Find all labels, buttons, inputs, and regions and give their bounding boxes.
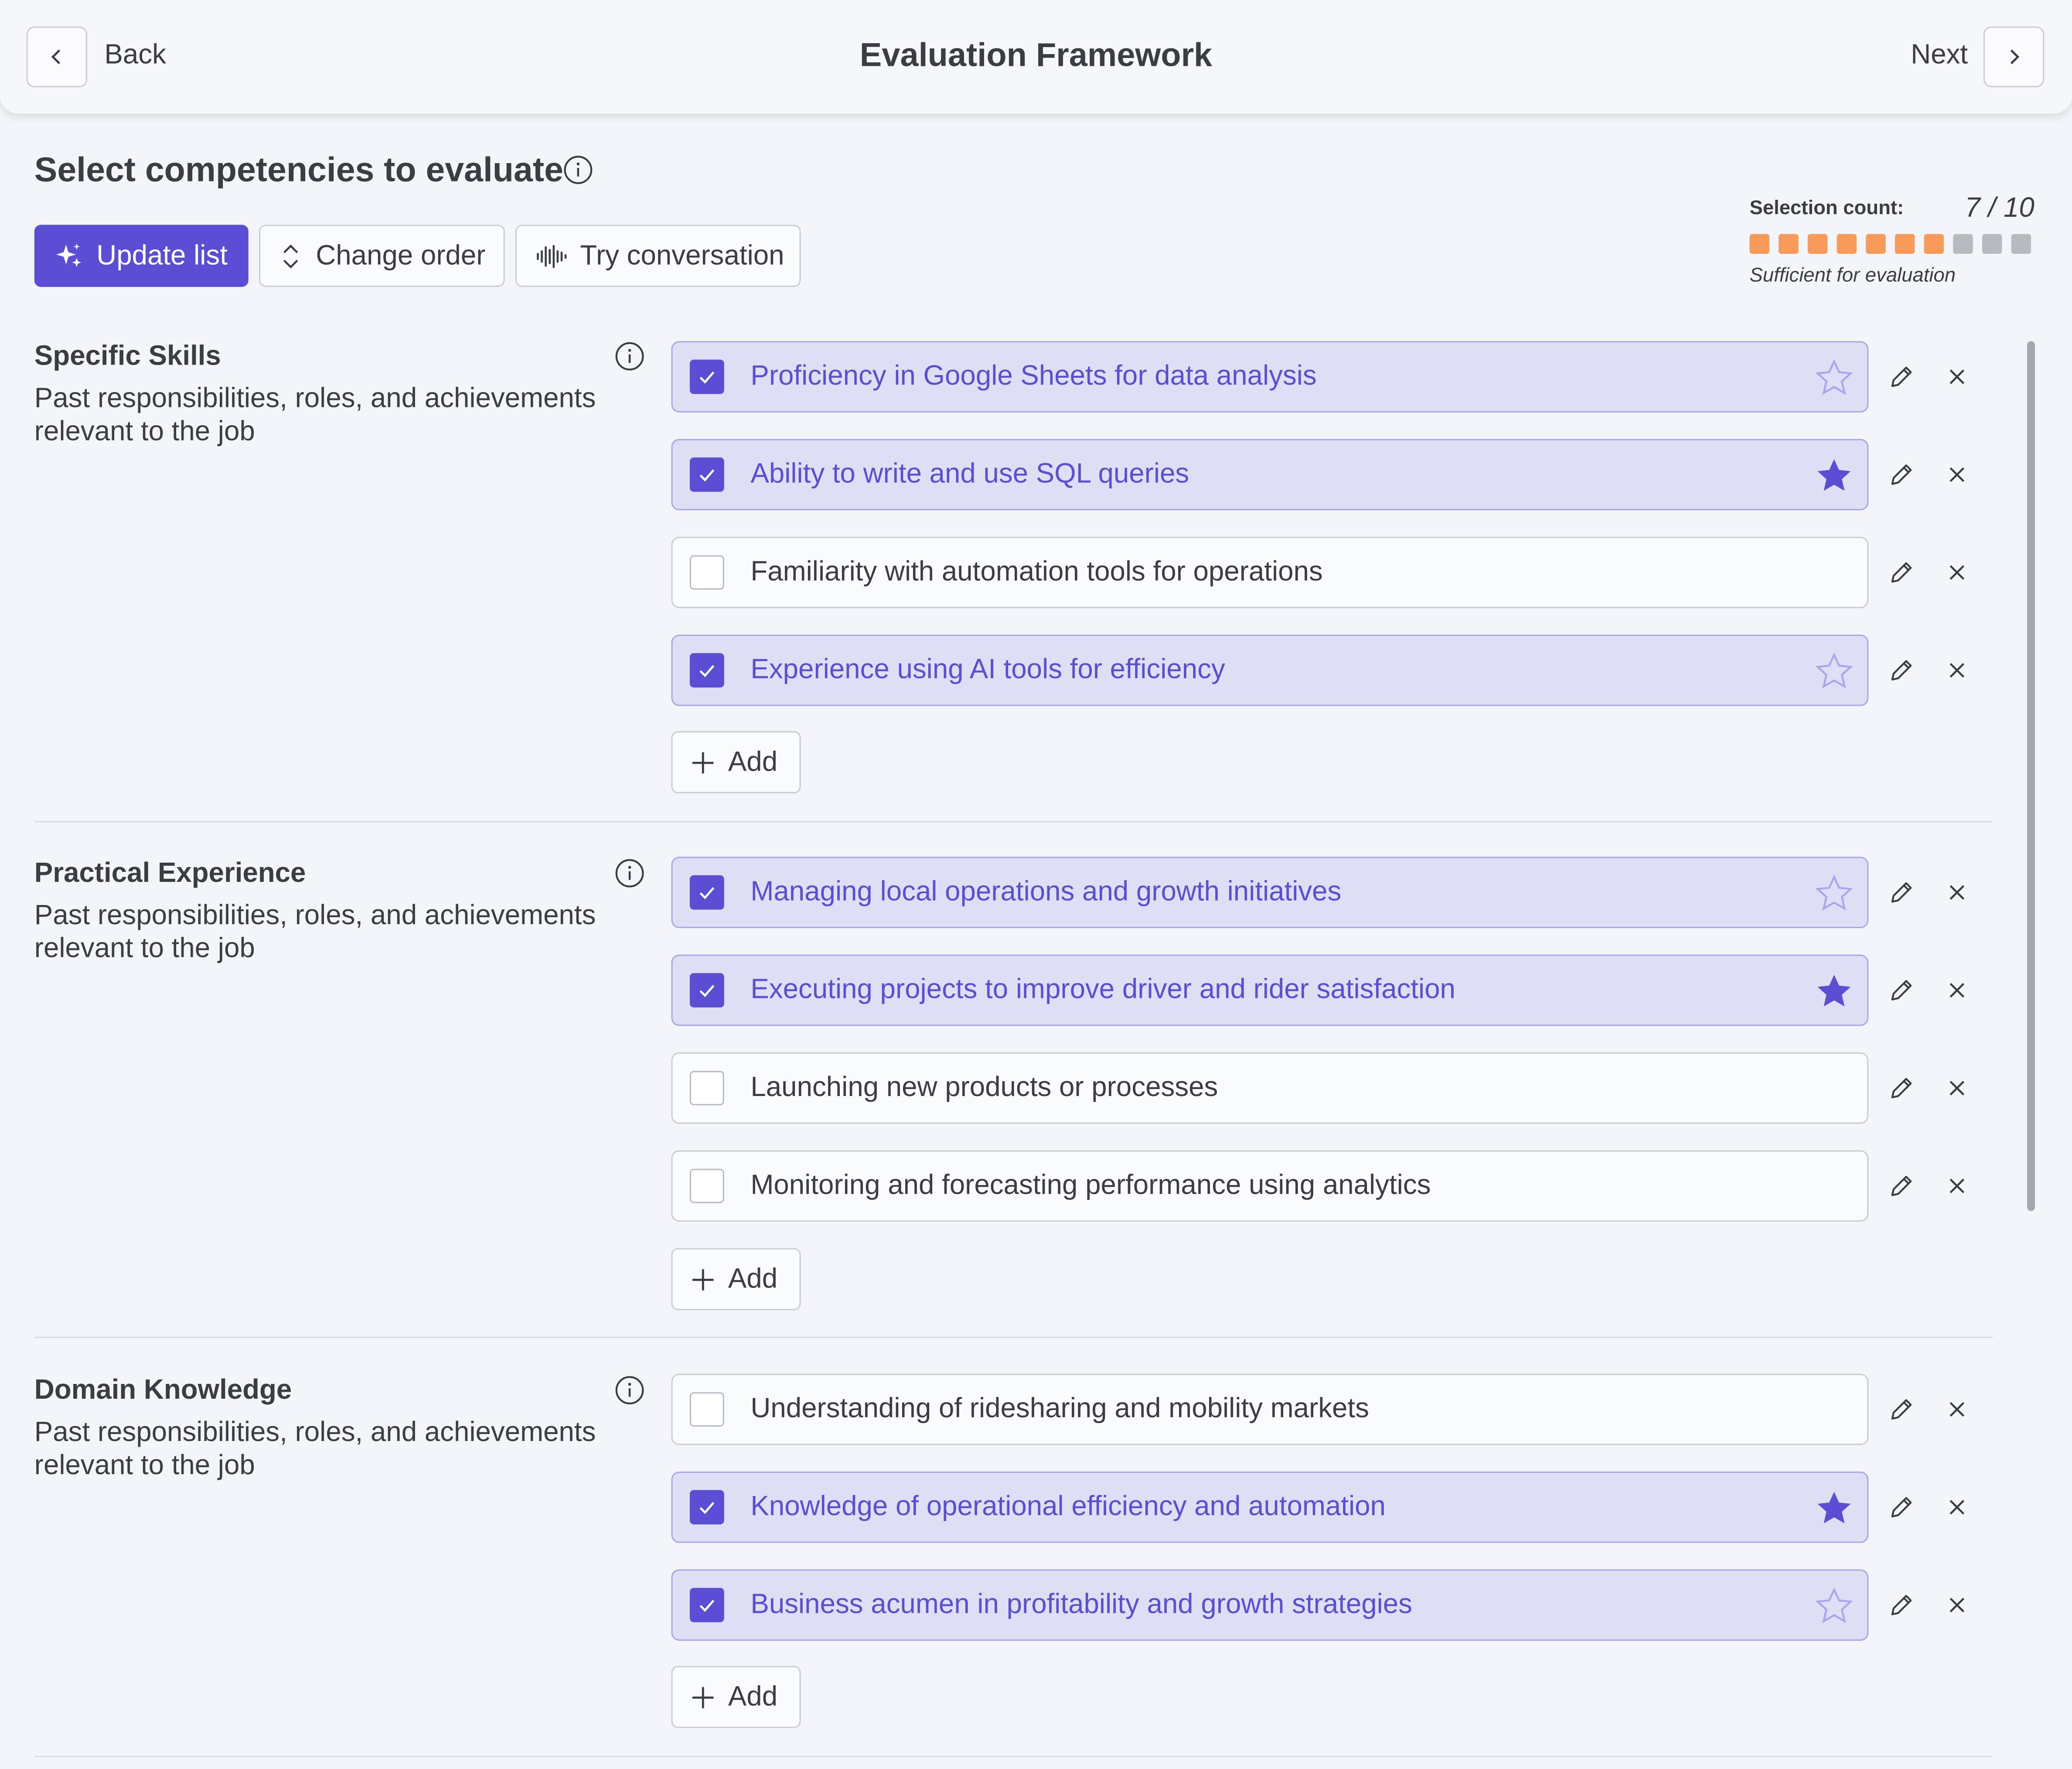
add-competency-button[interactable] <box>671 731 801 793</box>
star-outline-icon[interactable] <box>1813 650 1855 699</box>
category-title: Domain Knowledge <box>34 1375 292 1406</box>
selection-square-filled <box>1924 234 1944 254</box>
add-label: Add <box>728 746 778 777</box>
selection-square-empty <box>1982 234 2002 254</box>
competency-label: Managing local operations and growth initiatives <box>750 876 1342 907</box>
add-label: Add <box>728 1681 778 1712</box>
close-icon[interactable] <box>1946 366 1967 394</box>
info-icon[interactable] <box>614 341 645 372</box>
competency-item[interactable] <box>671 1374 1869 1445</box>
edit-icon[interactable] <box>1888 1396 1915 1429</box>
back-label[interactable]: Back <box>104 39 166 70</box>
try-conversation-button[interactable] <box>515 225 801 287</box>
checkbox[interactable] <box>690 555 724 590</box>
selection-square-filled <box>1750 234 1769 254</box>
competency-item[interactable] <box>671 1569 1869 1641</box>
selection-square-filled <box>1837 234 1857 254</box>
close-icon[interactable] <box>1946 1175 1967 1203</box>
close-icon[interactable] <box>1946 882 1967 910</box>
competency-label: Familiarity with automation tools for operations <box>750 557 1323 587</box>
sort-icon <box>279 242 303 269</box>
competency-label: Experience using AI tools for efficiency <box>750 654 1225 685</box>
selection-square-filled <box>1895 234 1915 254</box>
edit-icon[interactable] <box>1888 1173 1915 1206</box>
edit-icon[interactable] <box>1888 879 1915 912</box>
edit-icon[interactable] <box>1888 461 1915 495</box>
chevron-right-icon <box>2004 48 2023 66</box>
close-icon[interactable] <box>1946 1078 1967 1106</box>
try-conversation-label: Try conversation <box>580 240 784 270</box>
close-icon[interactable] <box>1946 464 1967 492</box>
selection-square-empty <box>1953 234 1973 254</box>
edit-icon[interactable] <box>1888 364 1915 397</box>
competency-label: Ability to write and use SQL queries <box>750 458 1189 489</box>
close-icon[interactable] <box>1946 1497 1967 1525</box>
checkbox-checked[interactable] <box>690 1490 724 1524</box>
star-outline-icon[interactable] <box>1813 357 1855 406</box>
edit-icon[interactable] <box>1888 977 1915 1010</box>
competency-item[interactable] <box>671 439 1869 510</box>
category-description: Past responsibilities, roles, and achievements relevant to the job <box>34 900 596 964</box>
checkbox[interactable] <box>690 1071 724 1105</box>
close-icon[interactable] <box>1946 1595 1967 1622</box>
category-title: Specific Skills <box>34 341 221 372</box>
star-outline-icon[interactable] <box>1813 873 1855 922</box>
divider <box>34 1337 1993 1338</box>
next-label[interactable]: Next <box>1911 39 1968 70</box>
competency-item[interactable] <box>671 955 1869 1026</box>
top-bar <box>0 0 2072 114</box>
competency-label: Launching new products or processes <box>750 1072 1218 1103</box>
competency-label: Proficiency in Google Sheets for data analysis <box>750 361 1317 392</box>
scrollbar[interactable] <box>2027 341 2035 1211</box>
divider <box>34 821 1993 822</box>
change-order-button[interactable] <box>259 225 505 287</box>
competency-item[interactable] <box>671 1150 1869 1222</box>
competency-label: Business acumen in profitability and growth strategies <box>750 1589 1413 1620</box>
edit-icon[interactable] <box>1888 657 1915 690</box>
star-filled-icon[interactable] <box>1813 1487 1855 1536</box>
checkbox[interactable] <box>690 1169 724 1203</box>
selection-count-value: 7 / 10 <box>1965 193 2035 224</box>
competency-label: Understanding of ridesharing and mobility markets <box>750 1393 1369 1424</box>
close-icon[interactable] <box>1946 562 1967 590</box>
plus-icon <box>691 1685 715 1709</box>
selection-square-filled <box>1779 234 1798 254</box>
edit-icon[interactable] <box>1888 1494 1915 1527</box>
section-title: Select competencies to evaluate <box>34 149 563 189</box>
update-list-label: Update list <box>96 240 228 270</box>
divider <box>34 1756 1993 1757</box>
close-icon[interactable] <box>1946 980 1967 1007</box>
checkbox-checked[interactable] <box>690 653 724 688</box>
category-description: Past responsibilities, roles, and achievements relevant to the job <box>34 383 596 447</box>
checkbox-checked[interactable] <box>690 1588 724 1622</box>
update-list-button[interactable] <box>34 225 249 287</box>
star-filled-icon[interactable] <box>1813 970 1855 1019</box>
competency-item[interactable] <box>671 1052 1869 1124</box>
plus-icon <box>691 1267 715 1291</box>
competency-item[interactable] <box>671 857 1869 928</box>
selection-square-empty <box>2011 234 2031 254</box>
selection-progress <box>1750 234 2041 254</box>
info-icon[interactable] <box>614 858 645 888</box>
close-icon[interactable] <box>1946 1399 1967 1427</box>
sparkles-icon <box>54 241 83 270</box>
audio-waveform-icon <box>535 244 567 268</box>
star-outline-icon[interactable] <box>1813 1585 1855 1634</box>
plus-icon <box>691 750 715 774</box>
competency-item[interactable] <box>671 1472 1869 1543</box>
edit-icon[interactable] <box>1888 1075 1915 1108</box>
checkbox-checked[interactable] <box>690 360 724 394</box>
change-order-label: Change order <box>316 240 486 270</box>
checkbox[interactable] <box>690 1392 724 1427</box>
competency-item[interactable] <box>671 341 1869 413</box>
competency-label: Monitoring and forecasting performance using analytics <box>750 1170 1431 1201</box>
selection-square-filled <box>1866 234 1885 254</box>
checkbox-checked[interactable] <box>690 875 724 910</box>
next-button[interactable] <box>1983 27 2044 87</box>
category-title: Practical Experience <box>34 858 306 889</box>
checkbox-checked[interactable] <box>690 458 724 492</box>
category-description: Past responsibilities, roles, and achievements relevant to the job <box>34 1417 596 1481</box>
info-icon[interactable] <box>563 155 593 185</box>
star-filled-icon[interactable] <box>1813 455 1855 504</box>
edit-icon[interactable] <box>1888 1592 1915 1625</box>
page-header-title: Evaluation Framework <box>859 37 1213 74</box>
competency-item[interactable] <box>671 537 1869 608</box>
selection-count-label: Selection count: <box>1749 197 1904 220</box>
add-label: Add <box>728 1263 778 1294</box>
checkbox-checked[interactable] <box>690 973 724 1007</box>
competency-label: Knowledge of operational efficiency and automation <box>750 1491 1386 1522</box>
add-competency-button[interactable] <box>671 1666 801 1728</box>
edit-icon[interactable] <box>1888 559 1915 592</box>
competency-item[interactable] <box>671 635 1869 706</box>
add-competency-button[interactable] <box>671 1248 801 1310</box>
info-icon[interactable] <box>614 1375 645 1406</box>
selection-square-filled <box>1808 234 1827 254</box>
competency-label: Executing projects to improve driver and rider satisfaction <box>750 974 1455 1005</box>
close-icon[interactable] <box>1946 660 1967 688</box>
selection-status-note: Sufficient for evaluation <box>1749 264 1956 287</box>
